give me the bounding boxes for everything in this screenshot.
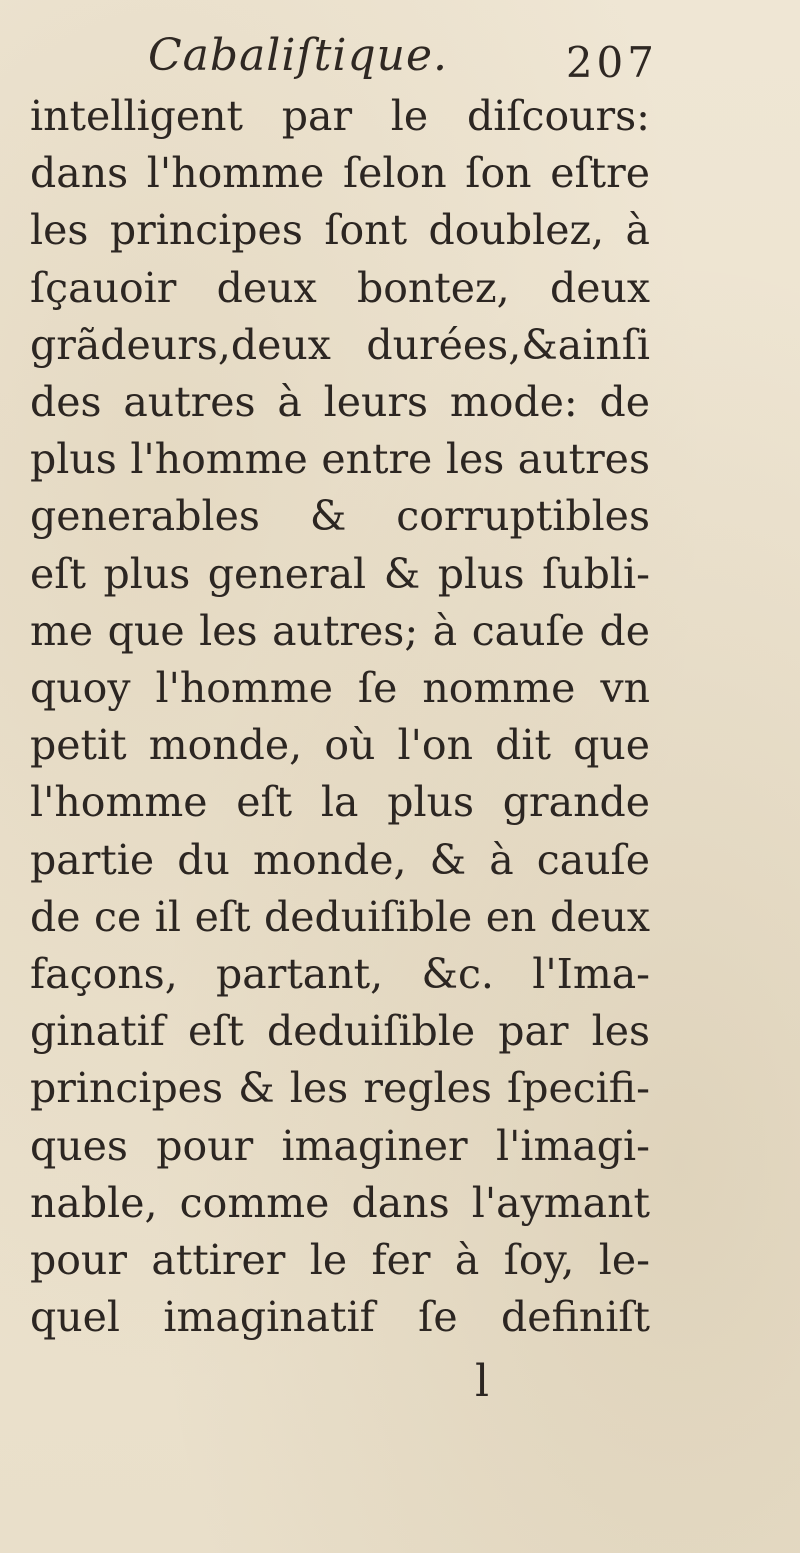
catchword: l (475, 1356, 490, 1407)
text-line: ginatif eſt deduiſible par les (30, 1007, 650, 1056)
text-line: partie du monde, & à cauſe (30, 835, 650, 884)
text-line: me que les autres; à cauſe de (30, 606, 650, 655)
running-title: Cabaliſtique. (148, 30, 449, 81)
text-line: eſt plus general & plus ſubli- (30, 549, 650, 598)
page-number: 207 (565, 38, 658, 87)
text-line: nable, comme dans l'aymant (30, 1178, 650, 1227)
text-line: de ce il eſt deduiſible en deux (30, 892, 650, 941)
text-line: petit monde, où l'on dit que (30, 721, 650, 770)
text-line: plus l'homme entre les autres (30, 435, 650, 484)
text-line: intelligent par le diſcours: (30, 92, 650, 140)
text-line: ſçauoir deux bontez, deux (30, 263, 650, 312)
text-line: façons, partant, &c. l'Ima- (30, 950, 650, 999)
text-line: des autres à leurs mode: de (30, 378, 650, 427)
text-line: dans l'homme ſelon ſon eſtre (30, 149, 650, 198)
text-line: ques pour imaginer l'imagi- (30, 1121, 650, 1170)
text-line: quoy l'homme ſe nomme vn (30, 664, 650, 713)
text-line: generables & corruptibles (30, 492, 650, 541)
text-line: quel imaginatif ſe definiſt (30, 1293, 650, 1342)
text-line: pour attirer le fer à ſoy, le- (30, 1236, 650, 1285)
text-line: l'homme eſt la plus grande (30, 778, 650, 827)
body-text (30, 88, 650, 1346)
text-line: les principes ſont doublez, à (30, 206, 650, 255)
text-line: grãdeurs,deux durées,&ainſi (30, 320, 650, 369)
text-line: principes & les regles ſpecifi- (30, 1064, 650, 1113)
